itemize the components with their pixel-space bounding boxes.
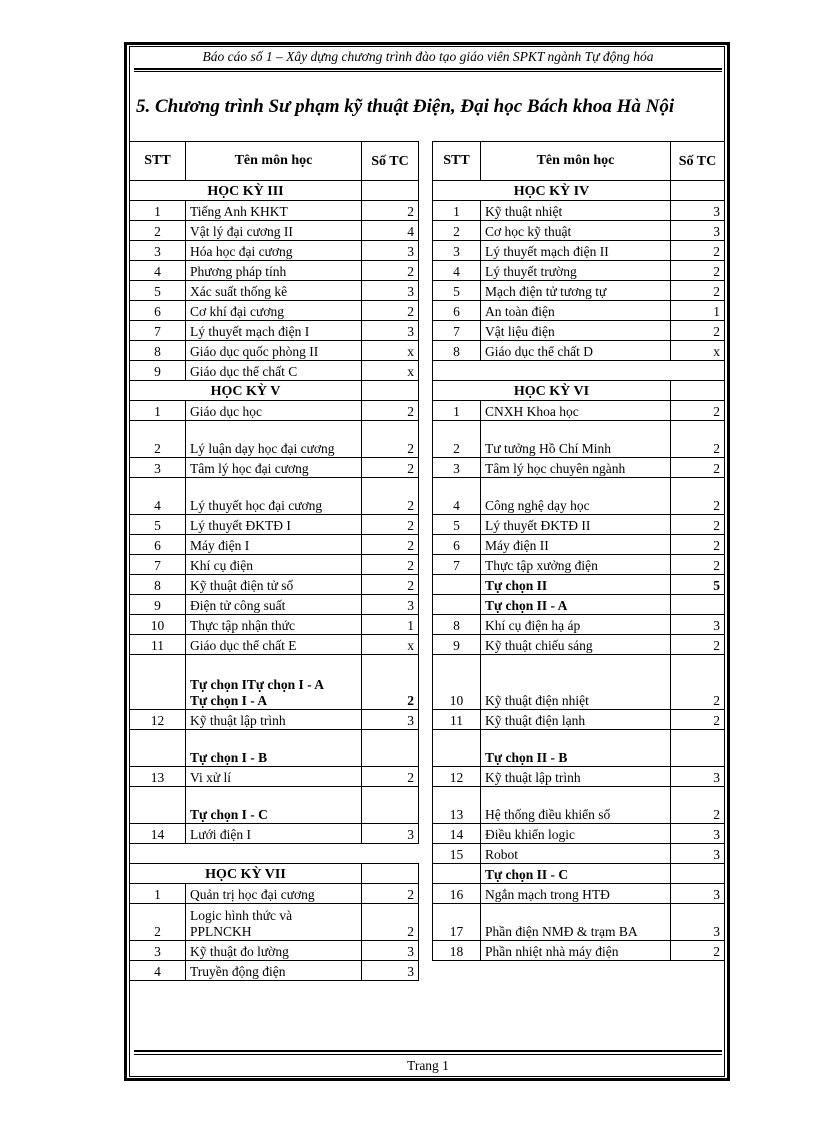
course-stt: 1 <box>433 201 481 221</box>
course-stt: 5 <box>130 281 186 301</box>
footer-rule-thin <box>134 1054 722 1055</box>
table-row <box>130 655 419 710</box>
course-credits: 2 <box>671 941 725 961</box>
table-row <box>130 478 419 515</box>
course-credits: 3 <box>362 710 419 730</box>
table-gap-row <box>130 844 419 864</box>
course-name-elective: Tự chọn II - A <box>481 595 671 615</box>
table-row <box>433 904 725 941</box>
course-stt: 4 <box>433 261 481 281</box>
table-row <box>433 281 725 301</box>
course-stt <box>130 655 186 710</box>
course-credits <box>362 787 419 824</box>
course-credits: 2 <box>671 535 725 555</box>
course-credits: x <box>362 361 419 381</box>
table-row <box>130 824 419 844</box>
course-name: Kỹ thuật nhiệt <box>481 201 671 221</box>
course-name-elective: Tự chọn II <box>481 575 671 595</box>
course-credits: 2 <box>362 201 419 221</box>
course-stt: 2 <box>130 221 186 241</box>
course-stt: 2 <box>433 421 481 458</box>
course-credits: 2 <box>671 515 725 535</box>
table-row <box>433 515 725 535</box>
semester-heading: HỌC KỲ IV <box>433 181 671 201</box>
course-name: Kỹ thuật đo lường <box>186 941 362 961</box>
course-name: Phần nhiệt nhà máy điện <box>481 941 671 961</box>
course-stt: 6 <box>130 535 186 555</box>
table-row <box>130 421 419 458</box>
course-name: Ngắn mạch trong HTĐ <box>481 884 671 904</box>
course-name: Phần điện NMĐ & trạm BA <box>481 904 671 941</box>
course-credits: 2 <box>671 421 725 458</box>
course-credits: 2 <box>671 478 725 515</box>
course-stt: 8 <box>130 575 186 595</box>
course-credits: 2 <box>362 555 419 575</box>
table-row <box>130 555 419 575</box>
course-name-elective: Tự chọn I - B <box>186 730 362 767</box>
course-credits: 3 <box>671 824 725 844</box>
course-name: Công nghệ dạy học <box>481 478 671 515</box>
course-name: Điều khiển logic <box>481 824 671 844</box>
course-credits: x <box>362 635 419 655</box>
table-row <box>130 401 419 421</box>
course-stt: 11 <box>433 710 481 730</box>
course-stt: 10 <box>433 655 481 710</box>
course-credits: 3 <box>671 884 725 904</box>
semester-heading-row <box>130 864 419 884</box>
course-name: Máy điện II <box>481 535 671 555</box>
course-stt: 14 <box>130 824 186 844</box>
course-stt: 17 <box>433 904 481 941</box>
table-row <box>130 241 419 261</box>
course-credits: x <box>362 341 419 361</box>
course-credits: 3 <box>362 824 419 844</box>
course-stt: 5 <box>433 281 481 301</box>
table-row <box>433 401 725 421</box>
page-title: 5. Chương trình Sư phạm kỹ thuật Điện, Đại học Bách khoa Hà Nội <box>136 96 675 117</box>
course-credits: 2 <box>362 421 419 458</box>
course-stt: 4 <box>130 961 186 981</box>
semester-heading: HỌC KỲ VII <box>130 864 362 884</box>
course-stt: 9 <box>130 595 186 615</box>
course-credits: 2 <box>362 655 419 710</box>
course-stt: 7 <box>433 555 481 575</box>
course-credits: 2 <box>362 401 419 421</box>
course-stt <box>433 730 481 767</box>
course-name: Khí cụ điện <box>186 555 362 575</box>
course-stt: 1 <box>130 884 186 904</box>
course-stt: 10 <box>130 615 186 635</box>
course-name: Kỹ thuật lập trình <box>481 767 671 787</box>
course-stt: 13 <box>433 787 481 824</box>
course-credits: 3 <box>362 595 419 615</box>
table-row <box>130 961 419 981</box>
course-name: Phương pháp tính <box>186 261 362 281</box>
course-credits: 2 <box>671 555 725 575</box>
column-header-stt: STT <box>433 142 481 181</box>
course-credits: 3 <box>671 767 725 787</box>
course-name: Hóa học đại cương <box>186 241 362 261</box>
semester-credit-cell <box>362 181 419 201</box>
header-rule-thin <box>134 71 722 72</box>
course-stt: 3 <box>130 241 186 261</box>
column-header-name: Tên môn học <box>481 142 671 181</box>
table-row <box>433 595 725 615</box>
semester-heading: HỌC KỲ III <box>130 181 362 201</box>
course-name: Truyền động điện <box>186 961 362 981</box>
course-name: An toàn điện <box>481 301 671 321</box>
course-name: Vật lý đại cương II <box>186 221 362 241</box>
table-row <box>433 458 725 478</box>
course-stt: 3 <box>130 941 186 961</box>
course-name: Thực tập xưởng điện <box>481 555 671 575</box>
table-row <box>433 767 725 787</box>
course-credits: 2 <box>671 281 725 301</box>
column-header-name: Tên môn học <box>186 142 362 181</box>
course-stt: 2 <box>130 904 186 941</box>
course-credits: 3 <box>671 201 725 221</box>
table-header-row <box>130 142 419 181</box>
course-credits: 3 <box>362 281 419 301</box>
course-name: Vi xử lí <box>186 767 362 787</box>
course-credits: 2 <box>362 458 419 478</box>
table-row <box>433 575 725 595</box>
course-name: CNXH Khoa học <box>481 401 671 421</box>
course-name: Vật liệu điện <box>481 321 671 341</box>
course-stt: 5 <box>130 515 186 535</box>
course-stt: 3 <box>433 458 481 478</box>
course-name-elective <box>186 655 362 710</box>
course-name: Giáo dục học <box>186 401 362 421</box>
course-credits: 2 <box>362 301 419 321</box>
course-credits: 2 <box>362 884 419 904</box>
column-header-tc: Số TC <box>362 142 419 181</box>
course-name: Lý thuyết trường <box>481 261 671 281</box>
course-name: Lý thuyết ĐKTĐ II <box>481 515 671 535</box>
course-name: Giáo dục thể chất C <box>186 361 362 381</box>
course-stt: 4 <box>130 478 186 515</box>
course-credits: 2 <box>362 535 419 555</box>
table-row <box>130 635 419 655</box>
table-row <box>433 655 725 710</box>
table-row <box>433 535 725 555</box>
course-credits <box>362 730 419 767</box>
column-header-stt: STT <box>130 142 186 181</box>
course-credits: 2 <box>671 635 725 655</box>
table-row <box>433 844 725 864</box>
course-credits: 2 <box>362 575 419 595</box>
course-name: Mạch điện tử tương tự <box>481 281 671 301</box>
course-credits: 3 <box>362 961 419 981</box>
table-row <box>130 361 419 381</box>
table-row <box>130 787 419 824</box>
course-name: Tâm lý học đại cương <box>186 458 362 478</box>
table-header-row <box>433 142 725 181</box>
course-credits: 3 <box>671 221 725 241</box>
table-row <box>433 710 725 730</box>
course-name: Kỹ thuật chiếu sáng <box>481 635 671 655</box>
semester-credit-cell <box>671 181 725 201</box>
course-stt: 7 <box>433 321 481 341</box>
course-stt: 9 <box>130 361 186 381</box>
course-name: Tư tưởng Hồ Chí Minh <box>481 421 671 458</box>
course-credits: 3 <box>671 904 725 941</box>
semester-credit-cell <box>362 864 419 884</box>
course-stt: 7 <box>130 555 186 575</box>
table-row <box>130 767 419 787</box>
course-name: Kỹ thuật lập trình <box>186 710 362 730</box>
table-row <box>130 341 419 361</box>
course-credits: 2 <box>362 767 419 787</box>
course-name: Tiếng Anh KHKT <box>186 201 362 221</box>
table-row <box>433 341 725 361</box>
course-name: Kỹ thuật điện nhiệt <box>481 655 671 710</box>
course-stt: 2 <box>433 221 481 241</box>
course-stt: 2 <box>130 421 186 458</box>
course-stt: 6 <box>433 535 481 555</box>
course-name: Khí cụ điện hạ áp <box>481 615 671 635</box>
table-row <box>433 421 725 458</box>
course-stt: 4 <box>433 478 481 515</box>
elective-group-label: Tự chọn ITự chọn I - A <box>190 677 324 692</box>
course-credits: 1 <box>362 615 419 635</box>
table-row <box>130 730 419 767</box>
course-name: Cơ học kỹ thuật <box>481 221 671 241</box>
course-name: Tâm lý học chuyên ngành <box>481 458 671 478</box>
blank-cell <box>433 361 725 381</box>
table-row <box>130 321 419 341</box>
table-row <box>130 535 419 555</box>
course-stt: 1 <box>130 201 186 221</box>
course-name: Logic hình thức và PPLNCKH <box>186 904 362 941</box>
course-stt <box>433 595 481 615</box>
elective-subgroup-label: Tự chọn I - A <box>190 693 268 708</box>
page-header: Báo cáo số 1 – Xây dựng chương trình đào tạo giáo viên SPKT ngành Tự động hóa <box>202 49 654 64</box>
semester-heading: HỌC KỲ VI <box>433 381 671 401</box>
course-credits: 2 <box>671 458 725 478</box>
table-row <box>130 301 419 321</box>
course-credits: 3 <box>362 321 419 341</box>
table-row <box>433 301 725 321</box>
table-row <box>130 575 419 595</box>
course-stt: 1 <box>433 401 481 421</box>
course-credits: 2 <box>362 261 419 281</box>
table-row <box>433 261 725 281</box>
course-stt: 12 <box>433 767 481 787</box>
semester-credit-cell <box>671 381 725 401</box>
table-row <box>433 478 725 515</box>
course-credits <box>671 864 725 884</box>
course-credits: 2 <box>671 710 725 730</box>
course-credits: 2 <box>671 321 725 341</box>
table-row <box>433 730 725 767</box>
course-name: Giáo dục thể chất E <box>186 635 362 655</box>
course-credits: 2 <box>671 261 725 281</box>
course-name: Giáo dục quốc phòng II <box>186 341 362 361</box>
course-credits: 2 <box>671 655 725 710</box>
semester-heading-row <box>433 381 725 401</box>
course-stt: 18 <box>433 941 481 961</box>
course-stt: 4 <box>130 261 186 281</box>
course-credits: 2 <box>362 904 419 941</box>
course-stt: 3 <box>130 458 186 478</box>
course-name: Lưới điện I <box>186 824 362 844</box>
course-name: Lý thuyết mạch điện I <box>186 321 362 341</box>
table-row <box>130 941 419 961</box>
table-row <box>433 864 725 884</box>
table-row <box>130 884 419 904</box>
course-credits: 4 <box>362 221 419 241</box>
semester-heading-row <box>130 381 419 401</box>
course-credits <box>671 730 725 767</box>
table-row <box>130 904 419 941</box>
table-row <box>433 221 725 241</box>
curriculum-table-right <box>432 141 725 961</box>
course-stt <box>433 864 481 884</box>
course-credits: 2 <box>671 787 725 824</box>
course-stt: 8 <box>433 615 481 635</box>
course-stt: 8 <box>433 341 481 361</box>
column-header-tc: Số TC <box>671 142 725 181</box>
course-credits <box>671 595 725 615</box>
course-name: Lý luận dạy học đại cương <box>186 421 362 458</box>
course-name: Lý thuyết học đại cương <box>186 478 362 515</box>
course-name-elective: Tự chọn I - C <box>186 787 362 824</box>
course-name: Quản trị học đại cương <box>186 884 362 904</box>
table-row <box>433 635 725 655</box>
course-stt <box>433 575 481 595</box>
course-name: Máy điện I <box>186 535 362 555</box>
course-credits: 2 <box>671 401 725 421</box>
course-name: Thực tập nhận thức <box>186 615 362 635</box>
course-credits: 5 <box>671 575 725 595</box>
course-stt: 14 <box>433 824 481 844</box>
table-row <box>130 458 419 478</box>
table-row <box>433 884 725 904</box>
course-stt: 12 <box>130 710 186 730</box>
course-stt: 6 <box>433 301 481 321</box>
course-name: Xác suất thống kê <box>186 281 362 301</box>
course-stt: 7 <box>130 321 186 341</box>
semester-credit-cell <box>362 381 419 401</box>
course-stt: 5 <box>433 515 481 535</box>
table-row <box>433 941 725 961</box>
course-stt: 11 <box>130 635 186 655</box>
course-name: Cơ khí đại cương <box>186 301 362 321</box>
table-row <box>130 710 419 730</box>
footer-rule <box>134 1050 722 1052</box>
page-number: Trang 1 <box>407 1058 449 1073</box>
table-row <box>130 515 419 535</box>
course-stt: 9 <box>433 635 481 655</box>
table-row <box>433 787 725 824</box>
table-row <box>433 241 725 261</box>
curriculum-table-left <box>129 141 419 981</box>
course-credits: 3 <box>671 844 725 864</box>
header-rule <box>134 68 722 70</box>
course-name: Hệ thống điều khiển số <box>481 787 671 824</box>
table-row <box>130 221 419 241</box>
table-row <box>433 361 725 381</box>
table-row <box>433 615 725 635</box>
course-name: Robot <box>481 844 671 864</box>
course-credits: 3 <box>362 941 419 961</box>
course-name-elective: Tự chọn II - C <box>481 864 671 884</box>
semester-heading: HỌC KỲ V <box>130 381 362 401</box>
course-stt: 1 <box>130 401 186 421</box>
table-row <box>433 555 725 575</box>
table-row <box>130 261 419 281</box>
semester-heading-row <box>433 181 725 201</box>
course-stt: 15 <box>433 844 481 864</box>
course-credits: 2 <box>362 515 419 535</box>
course-name-elective: Tự chọn II - B <box>481 730 671 767</box>
course-name: Kỹ thuật điện tử số <box>186 575 362 595</box>
table-row <box>130 615 419 635</box>
course-stt: 3 <box>433 241 481 261</box>
course-credits: 3 <box>362 241 419 261</box>
semester-heading-row <box>130 181 419 201</box>
course-stt: 8 <box>130 341 186 361</box>
table-row <box>433 321 725 341</box>
course-name: Lý thuyết ĐKTĐ I <box>186 515 362 535</box>
course-name: Lý thuyết mạch điện II <box>481 241 671 261</box>
course-credits: 1 <box>671 301 725 321</box>
course-stt <box>130 787 186 824</box>
table-row <box>433 824 725 844</box>
course-stt: 16 <box>433 884 481 904</box>
course-credits: 2 <box>362 478 419 515</box>
course-name: Điện tử công suất <box>186 595 362 615</box>
course-stt: 6 <box>130 301 186 321</box>
course-credits: 3 <box>671 615 725 635</box>
table-row <box>130 595 419 615</box>
course-stt <box>130 730 186 767</box>
table-row <box>130 281 419 301</box>
course-credits: 2 <box>671 241 725 261</box>
course-credits: x <box>671 341 725 361</box>
course-name: Giáo dục thể chất D <box>481 341 671 361</box>
table-row <box>433 201 725 221</box>
course-stt: 13 <box>130 767 186 787</box>
course-name: Kỹ thuật điện lạnh <box>481 710 671 730</box>
gap-cell <box>130 844 419 864</box>
table-row <box>130 201 419 221</box>
